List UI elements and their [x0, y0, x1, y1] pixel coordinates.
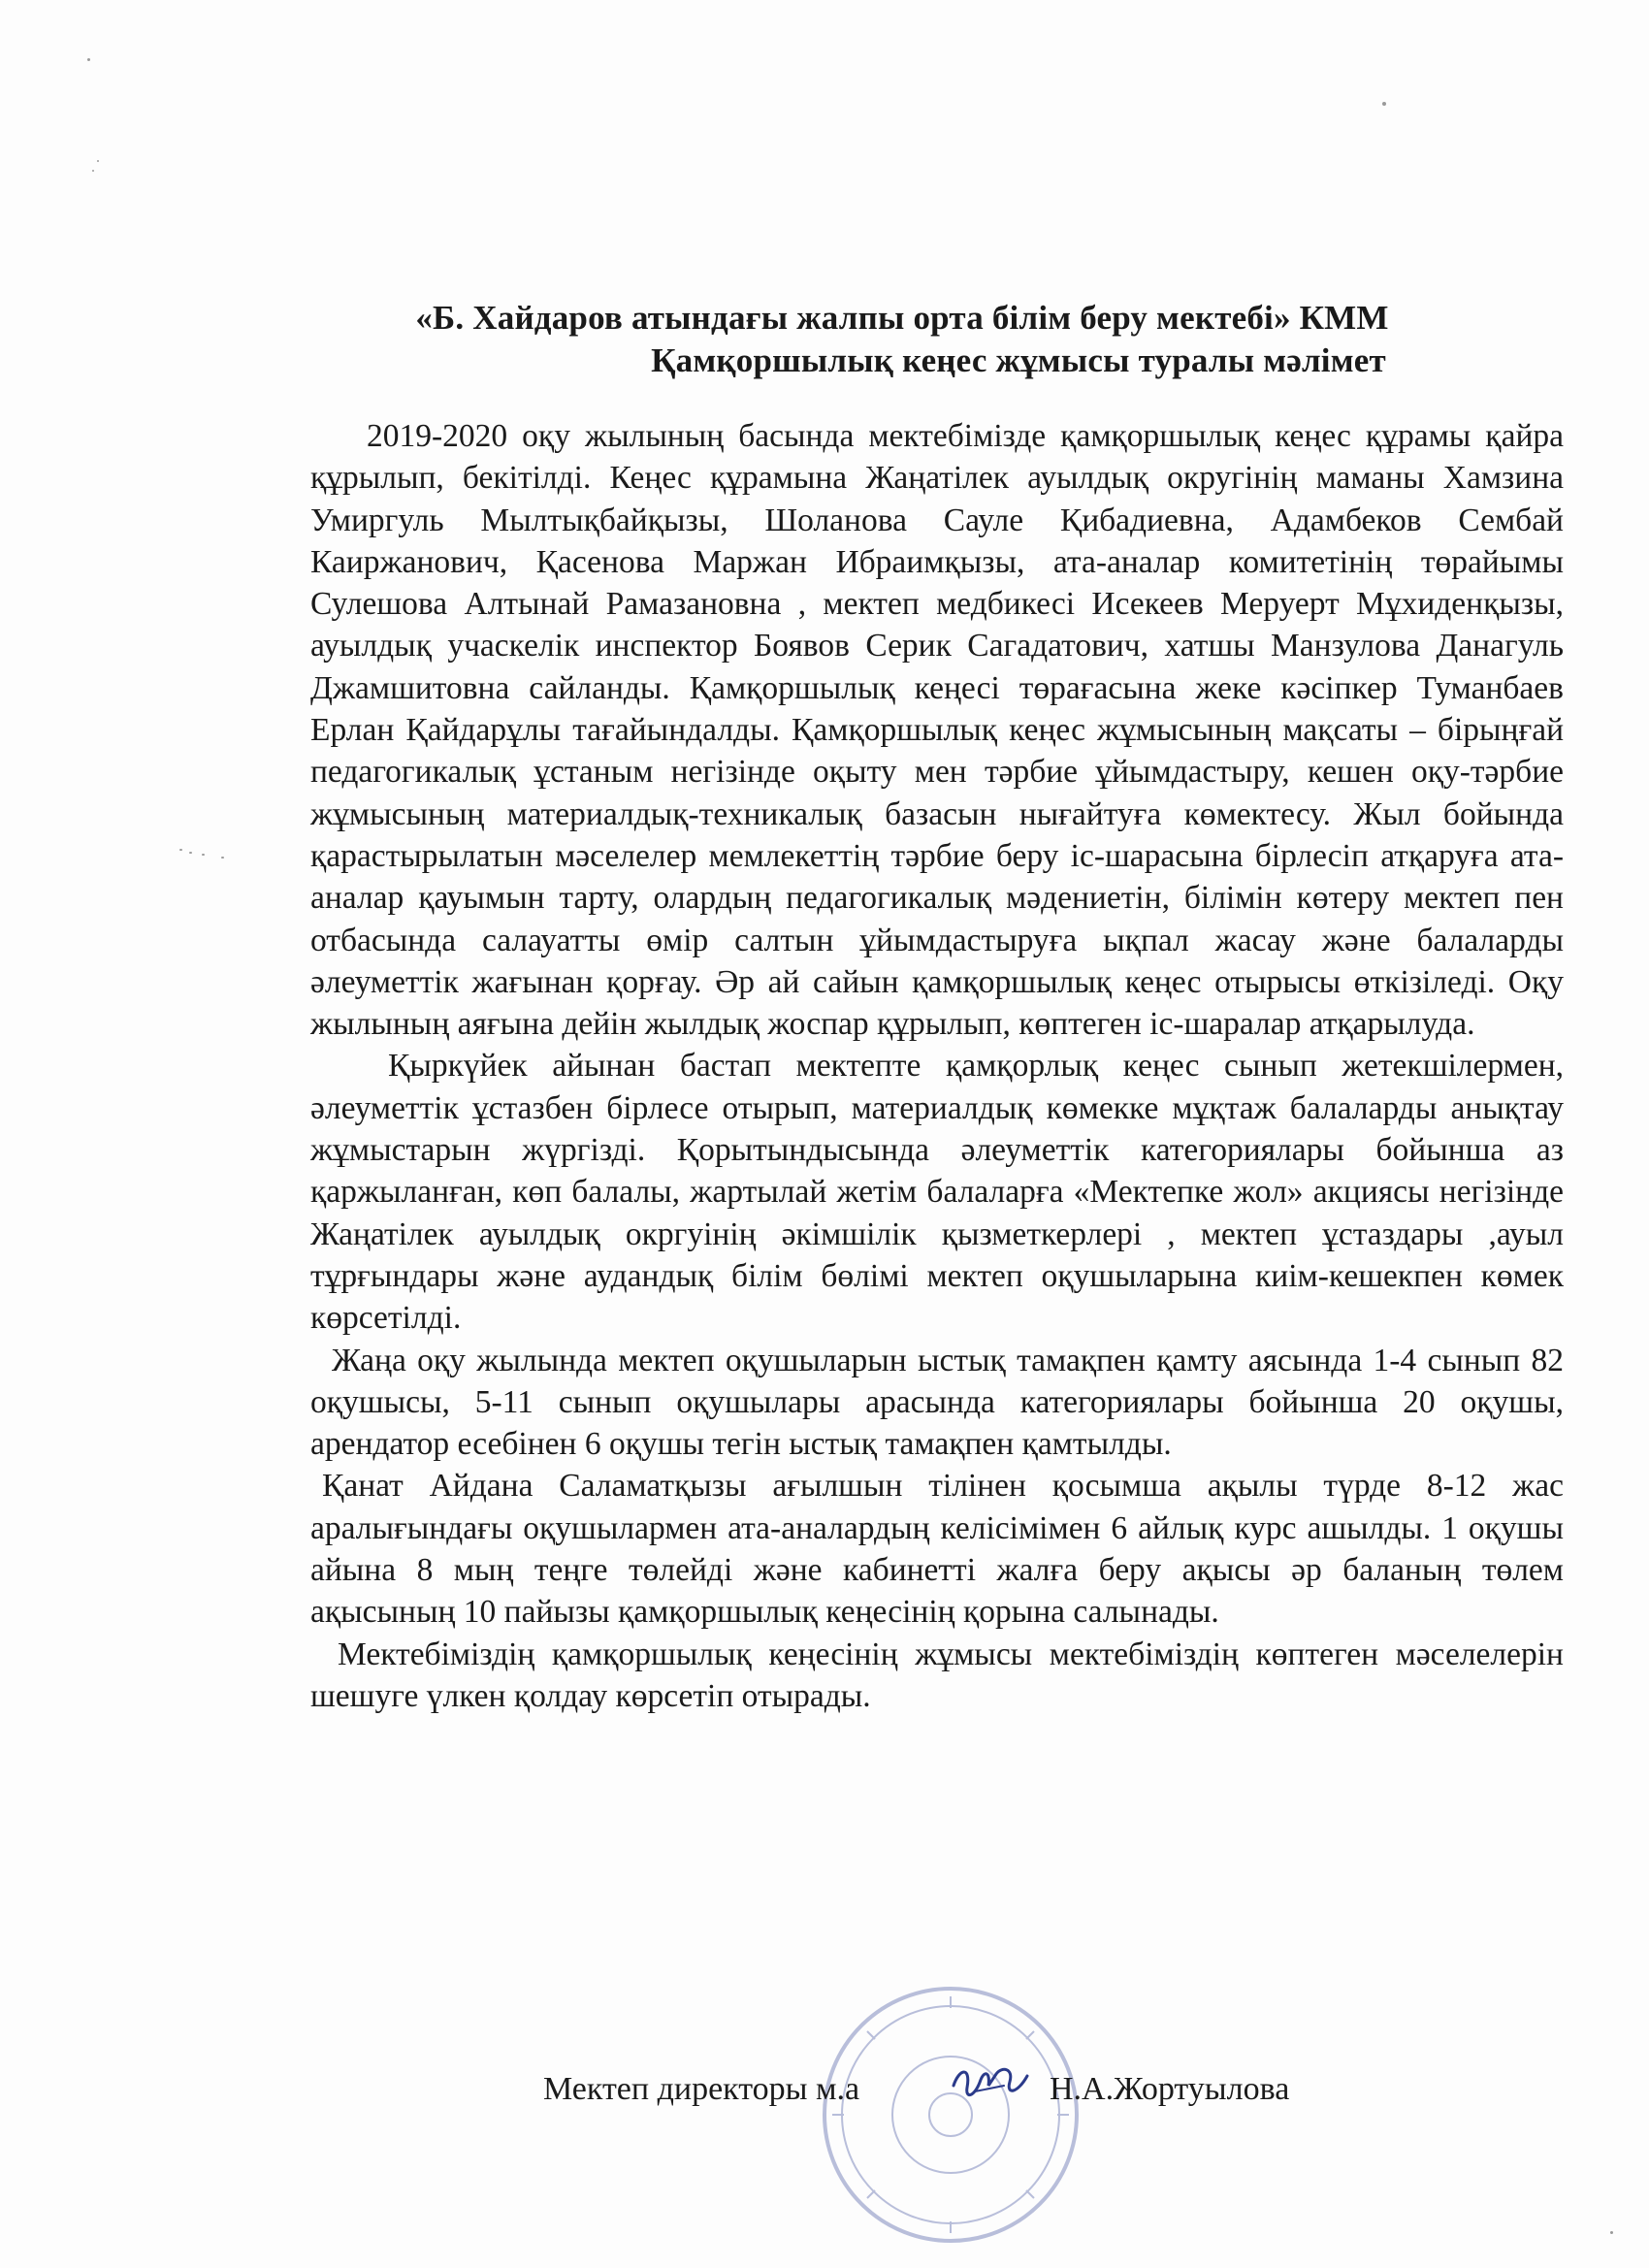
body-paragraph: Қанат Айдана Саламатқызы ағылшын тілінен қосымша ақылы түрде 8-12 жас аралығындағы оқушылармен ата-аналардың келісімімен 6 айлық курс ашылды. 1 оқушы айына 8 мың теңге төлейді және кабинетті жалға беру ақысы әр баланың төлем ақысының 10 пайызы қамқоршылық кеңесінің қорына салынады. — [310, 1468, 1564, 1631]
document-subtitle: Қамқоршылық кеңес жұмысы туралы мәлімет — [651, 341, 1386, 379]
scan-speck — [1382, 102, 1386, 106]
body-paragraph: Мектебіміздің қамқоршылық кеңесінің жұмысы мектебіміздің көптеген мәселелерін шешуге үлкен қолдау көрсетіп отырады. — [310, 1636, 1564, 1714]
official-stamp — [815, 1979, 1086, 2251]
signatory-name: Н.А.Жортуылова — [1050, 2071, 1290, 2107]
scan-speck — [202, 854, 205, 856]
scan-speck — [97, 160, 99, 162]
document-title: «Б. Хайдаров атындағы жалпы орта білім беру мектебі» КММ — [415, 299, 1389, 337]
document-body — [310, 415, 1564, 1717]
handwritten-signature — [946, 2057, 1033, 2115]
scan-speck — [92, 170, 94, 172]
scan-speck — [1610, 2231, 1613, 2234]
scan-speck — [221, 857, 224, 859]
scan-speck — [189, 852, 192, 854]
signatory-title: Мектеп директоры м.а — [543, 2071, 860, 2107]
scan-speck — [179, 849, 182, 851]
scan-speck — [87, 58, 90, 61]
body-paragraph: Жаңа оқу жылында мектеп оқушыларын ыстық тамақпен қамту аясында 1-4 сынып 82 оқушысы, 5-11 сынып оқушылары арасында категориялары бойынша 20 оқушы, арендатор есебінен 6 оқушы тегін ыстық тамақпен қамтылды. — [310, 1342, 1564, 1463]
body-paragraph: Қыркүйек айынан бастап мектепте қамқорлық кеңес сынып жетекшілермен, әлеуметтік ұстазбен бірлесе отырып, материалдық көмекке мұқтаж балаларды анықтау жұмыстарын жүргізді. Қорытындысында әлеуметтік категориялары бойынша аз қаржыланған, көп балалы, жартылай жетім балаларға «Мектепке жол» акциясы негізінде Жаңатілек ауылдық окргуінің әкімшілік қызметкерлері , мектеп ұстаздары ,ауыл тұрғындары және аудандық білім бөлімі мектеп оқушыларына киім-кешекпен көмек көрсетілді. — [310, 1048, 1564, 1337]
body-paragraph: 2019-2020 оқу жылының басында мектебімізде қамқоршылық кеңес құрамы қайра құрылып, бекітілді. Кеңес құрамына Жаңатілек ауылдық округінің маманы Хамзина Умиргуль Мылтықбайқызы, Шоланова Сауле Қибадиевна, Адамбеков Сембай Каиржанович, Қасенова Маржан Ибраимқызы, ата-аналар комитетінің төрайымы Сулешова Алтынай Рамазановна , мектеп медбикесі Исекеев Меруерт Мұхиденқызы, ауылдық учаскелік инспектор Боявов Серик Сагадатович, хатшы Манзулова Данагуль Джамшитовна сайланды. Қамқоршылық кеңесі төрағасына жеке кәсіпкер Туманбаев Ерлан Қайдарұлы тағайындалды. Қамқоршылық кеңес жұмысының мақсаты – бірыңғай педагогикалық ұстаным негізінде оқыту мен тәрбие ұйымдастыру, кешен оқу-тәрбие жұмысының материалдық-техникалық базасын нығайтуға көмектесу. Жыл бойында қарастырылатын мәселелер мемлекеттің тәрбие беру іс-шарасына бірлесіп атқаруға ата-аналар қауымын тарту, олардың педагогикалық мәдениетін, білімін көтеру мектеп пен отбасында салауатты өмір салтын ұйымдастыруға ықпал жасау және балаларды әлеуметтік жағынан қорғау. Әр ай сайын қамқоршылық кеңес отырысы өткізіледі. Оқу жылының аяғына дейін жылдық жоспар құрылып, көптеген іс-шаралар атқарылуда. — [310, 418, 1564, 1043]
